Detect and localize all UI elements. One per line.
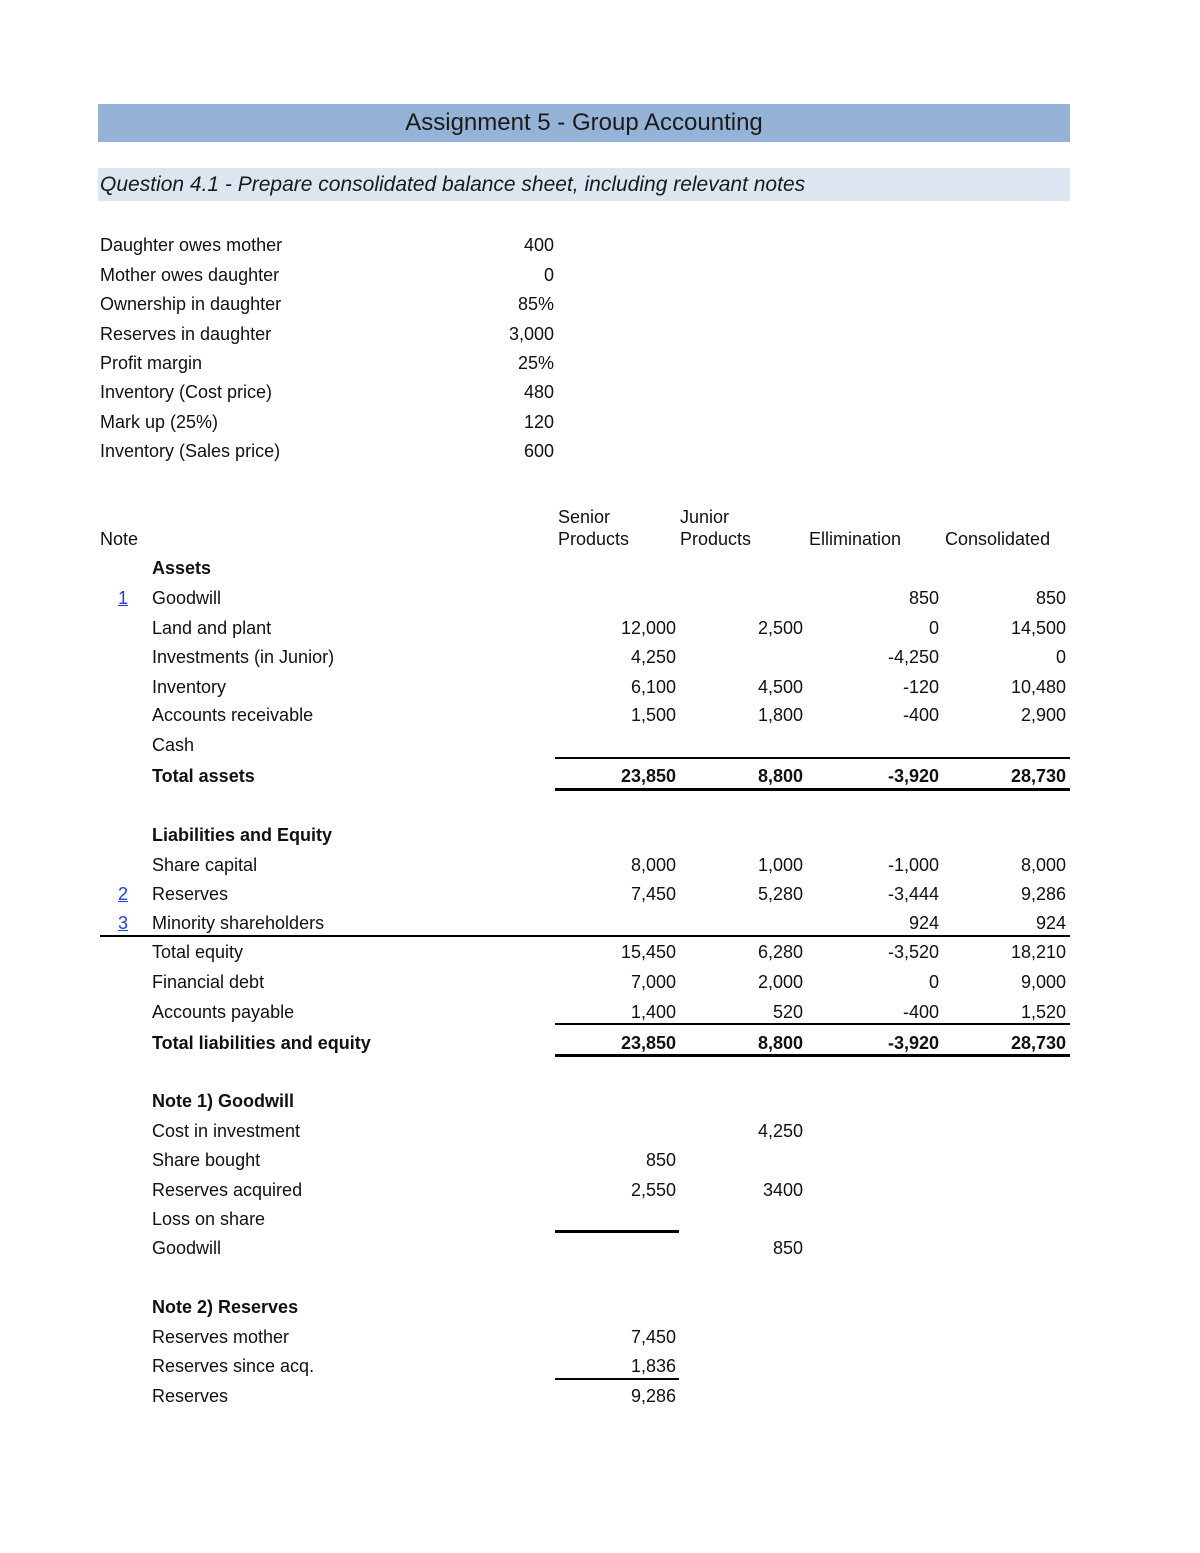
junior-value: 8,800: [757, 1033, 803, 1053]
note2-value: 1,836: [630, 1356, 676, 1376]
assumption-value: 400: [523, 235, 554, 255]
elimination-header: Ellimination: [809, 529, 902, 549]
senior-value: 15,450: [620, 942, 676, 962]
total-assets-top-rule: [555, 757, 1070, 759]
elimination-value: -400: [902, 705, 939, 725]
note1-rule: [555, 1230, 679, 1233]
consolidated-value: 18,210: [1010, 942, 1066, 962]
assumption-label: Inventory (Cost price): [100, 382, 273, 402]
consolidated-value: 1,520: [1020, 1002, 1066, 1022]
junior-value: 1,800: [757, 705, 803, 725]
assumption-value: 3,000: [508, 324, 554, 344]
assumption-label: Profit margin: [100, 353, 203, 373]
junior-header-line2: Products: [680, 529, 752, 549]
row-label: Financial debt: [152, 972, 265, 992]
note1-heading: Note 1) Goodwill: [152, 1091, 294, 1111]
consolidated-value: 0: [1055, 647, 1066, 667]
junior-header-line1: Junior: [680, 507, 730, 527]
assumption-value: 120: [523, 412, 554, 432]
note1-value-b: 3400: [762, 1180, 803, 1200]
junior-value: 4,500: [757, 677, 803, 697]
elimination-value: -400: [902, 1002, 939, 1022]
assumption-value: 0: [543, 265, 554, 285]
assumption-label: Reserves in daughter: [100, 324, 272, 344]
row-label: Total equity: [152, 942, 244, 962]
junior-value: 2,000: [757, 972, 803, 992]
note1-value-b: 850: [772, 1238, 803, 1258]
senior-value: 6,100: [630, 677, 676, 697]
senior-value: 7,000: [630, 972, 676, 992]
note1-value-a: 850: [645, 1150, 676, 1170]
consolidated-value: 8,000: [1020, 855, 1066, 875]
note2-value: 9,286: [630, 1386, 676, 1406]
total-assets-bottom-rule: [555, 788, 1070, 791]
senior-header-line1: Senior: [558, 507, 611, 527]
equity-rule: [100, 935, 1070, 937]
senior-value: 8,000: [630, 855, 676, 875]
senior-value: 1,500: [630, 705, 676, 725]
assignment-title: Assignment 5 - Group Accounting: [405, 109, 763, 136]
elimination-value: -3,920: [887, 1033, 939, 1053]
assumption-value: 85%: [517, 294, 554, 314]
note1-label: Goodwill: [152, 1238, 222, 1258]
consolidated-value: 28,730: [1010, 1033, 1066, 1053]
row-label: Accounts receivable: [152, 705, 314, 725]
consolidated-value: 14,500: [1010, 618, 1066, 638]
elimination-value: -3,920: [887, 766, 939, 786]
assumption-label: Inventory (Sales price): [100, 441, 281, 461]
total-liabilities-top-rule: [555, 1023, 1070, 1025]
consolidated-value: 9,000: [1020, 972, 1066, 992]
junior-value: 2,500: [757, 618, 803, 638]
elimination-value: -3,520: [887, 942, 939, 962]
note2-heading: Note 2) Reserves: [152, 1297, 299, 1317]
junior-value: 5,280: [757, 884, 803, 904]
note-link[interactable]: 2: [118, 884, 129, 904]
row-label: Land and plant: [152, 618, 272, 638]
elimination-value: -3,444: [887, 884, 939, 904]
assumption-label: Daughter owes mother: [100, 235, 283, 255]
question-banner: [98, 168, 1070, 201]
assumption-label: Mark up (25%): [100, 412, 219, 432]
senior-value: 23,850: [620, 1033, 676, 1053]
senior-value: 12,000: [620, 618, 676, 638]
junior-value: 520: [772, 1002, 803, 1022]
row-label: Total assets: [152, 766, 255, 786]
elimination-value: -1,000: [887, 855, 939, 875]
note2-label: Reserves mother: [152, 1327, 290, 1347]
senior-header-line2: Products: [558, 529, 630, 549]
senior-value: 7,450: [630, 884, 676, 904]
row-label: Share capital: [152, 855, 258, 875]
senior-value: 23,850: [620, 766, 676, 786]
note1-label: Cost in investment: [152, 1121, 301, 1141]
elimination-value: 924: [908, 913, 939, 933]
assumption-label: Mother owes daughter: [100, 265, 280, 285]
note2-label: Reserves: [152, 1386, 229, 1406]
consolidated-value: 924: [1035, 913, 1066, 933]
consolidated-header: Consolidated: [945, 529, 1051, 549]
note1-label: Loss on share: [152, 1209, 266, 1229]
assumption-value: 25%: [517, 353, 554, 373]
assets-heading: Assets: [152, 558, 212, 578]
elimination-value: 0: [928, 972, 939, 992]
elimination-value: -120: [902, 677, 939, 697]
note1-label: Reserves acquired: [152, 1180, 303, 1200]
elimination-value: 0: [928, 618, 939, 638]
note2-rule: [555, 1378, 679, 1380]
assumption-label: Ownership in daughter: [100, 294, 282, 314]
question-text: Question 4.1 - Prepare consolidated balance sheet, including relevant notes: [100, 172, 806, 196]
note2-value: 7,450: [630, 1327, 676, 1347]
note1-value-a: 2,550: [630, 1180, 676, 1200]
row-label: Total liabilities and equity: [152, 1033, 371, 1053]
note1-value-b: 4,250: [757, 1121, 803, 1141]
consolidated-value: 10,480: [1010, 677, 1066, 697]
total-liabilities-bottom-rule: [555, 1054, 1070, 1057]
note-column-header: Note: [100, 529, 139, 549]
note2-label: Reserves since acq.: [152, 1356, 315, 1376]
senior-value: 4,250: [630, 647, 676, 667]
row-label: Accounts payable: [152, 1002, 295, 1022]
note-link[interactable]: 1: [118, 588, 129, 608]
junior-value: 1,000: [757, 855, 803, 875]
consolidated-value: 9,286: [1020, 884, 1066, 904]
row-label: Reserves: [152, 884, 229, 904]
note-link[interactable]: 3: [118, 913, 129, 933]
row-label: Minority shareholders: [152, 913, 325, 933]
elimination-value: 850: [908, 588, 939, 608]
consolidated-value: 2,900: [1020, 705, 1066, 725]
assumption-value: 600: [523, 441, 554, 461]
junior-value: 6,280: [757, 942, 803, 962]
consolidated-value: 850: [1035, 588, 1066, 608]
row-label: Goodwill: [152, 588, 222, 608]
row-label: Cash: [152, 735, 195, 755]
elimination-value: -4,250: [887, 647, 939, 667]
assignment-title-banner: [98, 104, 1070, 142]
junior-value: 8,800: [757, 766, 803, 786]
consolidated-value: 28,730: [1010, 766, 1066, 786]
liabilities-heading: Liabilities and Equity: [152, 825, 333, 845]
senior-value: 1,400: [630, 1002, 676, 1022]
row-label: Investments (in Junior): [152, 647, 335, 667]
assumption-value: 480: [523, 382, 554, 402]
note1-label: Share bought: [152, 1150, 261, 1170]
row-label: Inventory: [152, 677, 227, 697]
